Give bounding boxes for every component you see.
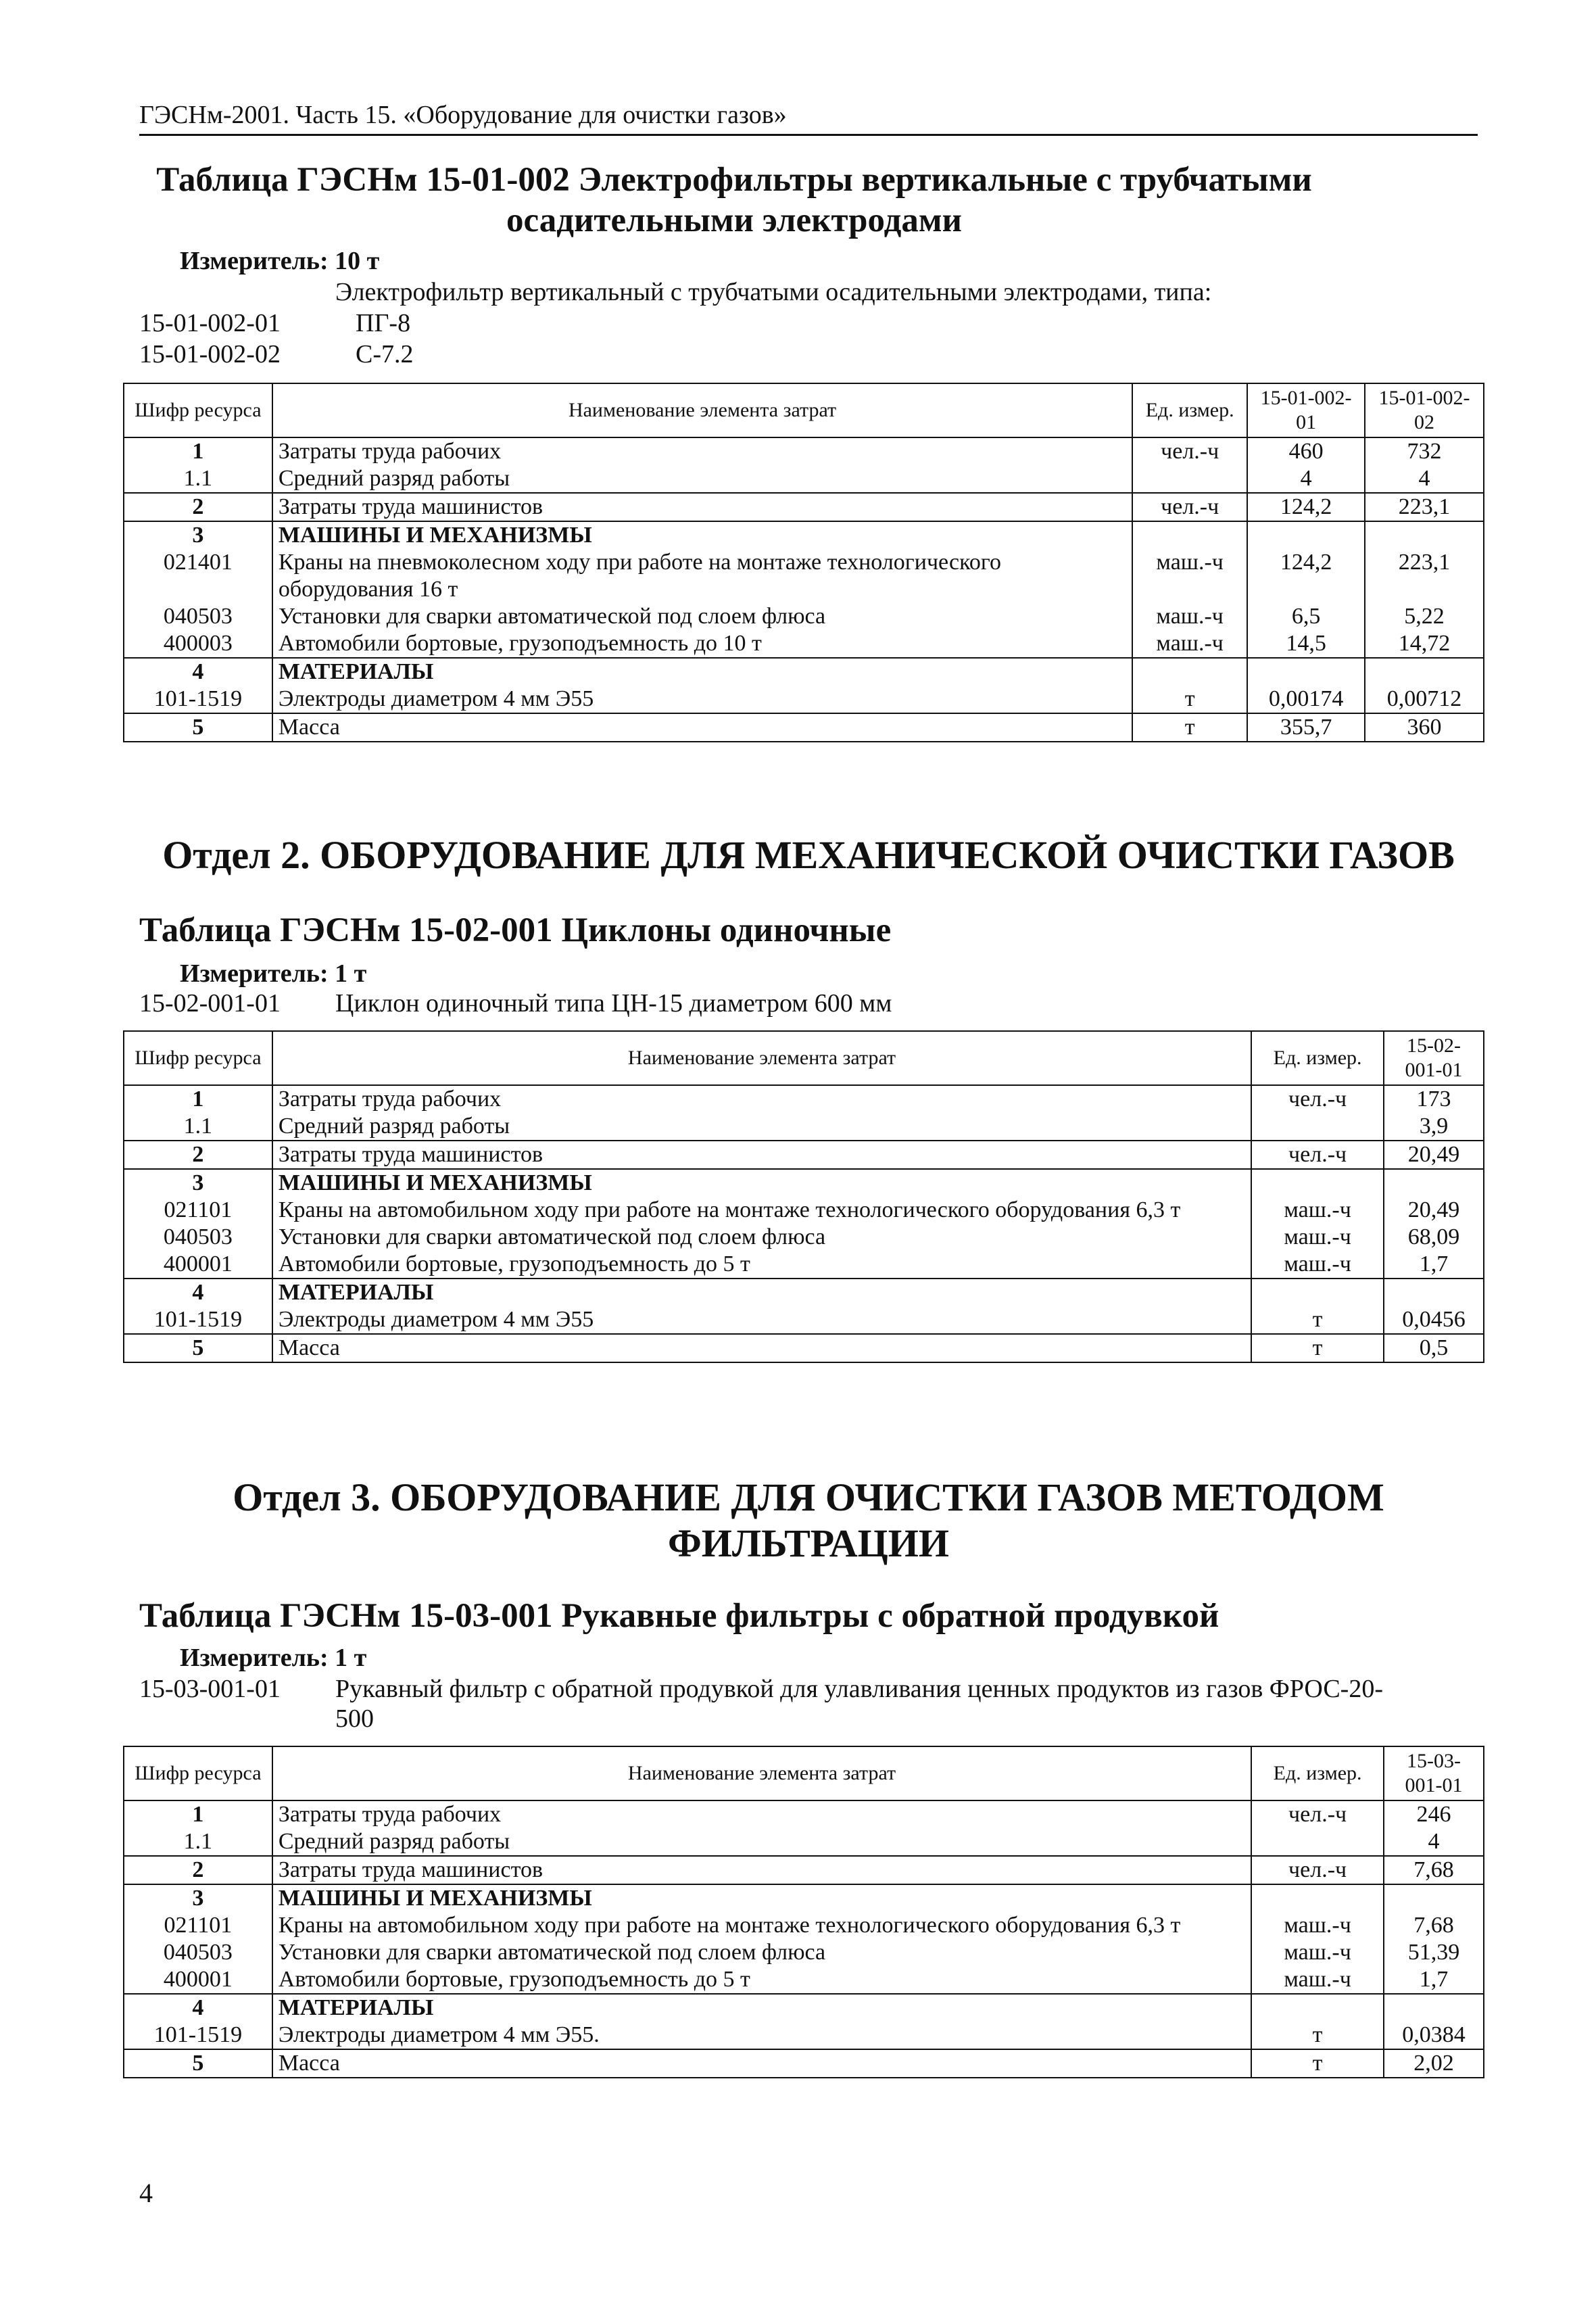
cell-name: Затраты труда рабочих bbox=[272, 1800, 1251, 1828]
cell-v2: 5,22 bbox=[1365, 603, 1484, 630]
cell-v2: 732 bbox=[1365, 437, 1484, 465]
cell-v1 bbox=[1247, 658, 1365, 686]
cell-unit bbox=[1251, 1884, 1384, 1912]
cell-unit: т bbox=[1132, 713, 1247, 742]
header-code: Шифр ресурса bbox=[124, 1746, 272, 1800]
table-row bbox=[124, 686, 1484, 713]
cell-code: 5 bbox=[124, 2049, 272, 2078]
cell-v1: 355,7 bbox=[1247, 713, 1365, 742]
cell-unit bbox=[1251, 1994, 1384, 2022]
cell-v1: 7,68 bbox=[1384, 1912, 1484, 1939]
cell-v1: 173 bbox=[1384, 1085, 1484, 1113]
table-row bbox=[124, 1334, 1484, 1362]
cell-name: МАШИНЫ И МЕХАНИЗМЫ bbox=[272, 1169, 1251, 1197]
table-row bbox=[124, 1939, 1484, 1966]
cell-unit: маш.-ч bbox=[1132, 603, 1247, 630]
header-unit: Ед. измер. bbox=[1251, 1031, 1384, 1085]
table-row bbox=[124, 1800, 1484, 1828]
table1 bbox=[123, 383, 1484, 742]
table-row bbox=[124, 713, 1484, 742]
table-row bbox=[124, 1279, 1484, 1306]
cell-v1: 4 bbox=[1384, 1828, 1484, 1856]
cell-code: 101-1519 bbox=[124, 1306, 272, 1334]
cell-v2 bbox=[1365, 521, 1484, 549]
cell-unit bbox=[1251, 1828, 1384, 1856]
header-col1: 15-02-001-01 bbox=[1384, 1031, 1484, 1085]
header-code: Шифр ресурса bbox=[124, 383, 272, 437]
cell-v1: 51,39 bbox=[1384, 1939, 1484, 1966]
cell-code: 1 bbox=[124, 1085, 272, 1113]
cell-unit: маш.-ч bbox=[1251, 1197, 1384, 1224]
cell-unit: чел.-ч bbox=[1251, 1141, 1384, 1169]
cell-v1: 0,00174 bbox=[1247, 686, 1365, 713]
cell-name: Средний разряд работы bbox=[272, 465, 1132, 493]
cell-name: Масса bbox=[272, 1334, 1251, 1362]
table-row bbox=[124, 1994, 1484, 2022]
cell-unit: чел.-ч bbox=[1251, 1085, 1384, 1113]
cell-name: Краны на пневмоколесном ходу при работе на монтаже технологического оборудования 16 т bbox=[272, 549, 1132, 603]
table2-meter bbox=[180, 959, 366, 988]
cell-v1 bbox=[1384, 1169, 1484, 1197]
table-row bbox=[124, 1306, 1484, 1334]
table3-title: Таблица ГЭСНм 15-03-001 Рукавные фильтры с обратной продувкой bbox=[139, 1597, 1219, 1635]
cell-code: 3 bbox=[124, 1884, 272, 1912]
cell-v1: 246 bbox=[1384, 1800, 1484, 1828]
cell-code: 1.1 bbox=[124, 1113, 272, 1141]
section3-title-line1: Отдел 3. ОБОРУДОВАНИЕ ДЛЯ ОЧИСТКИ ГАЗОВ МЕТОДОМ bbox=[233, 1475, 1384, 1519]
table-row bbox=[124, 493, 1484, 521]
table2 bbox=[123, 1030, 1484, 1363]
cell-unit bbox=[1251, 1279, 1384, 1306]
table-row bbox=[124, 630, 1484, 658]
cell-code: 040503 bbox=[124, 1939, 272, 1966]
cell-v2: 4 bbox=[1365, 465, 1484, 493]
cell-v2: 0,00712 bbox=[1365, 686, 1484, 713]
table1-variant1-code: 15-01-002-01 bbox=[139, 309, 281, 337]
cell-code: 040503 bbox=[124, 603, 272, 630]
cell-code: 021401 bbox=[124, 549, 272, 603]
cell-name: Электроды диаметром 4 мм Э55 bbox=[272, 686, 1132, 713]
cell-v1: 0,0456 bbox=[1384, 1306, 1484, 1334]
cell-code: 1.1 bbox=[124, 465, 272, 493]
cell-code: 4 bbox=[124, 658, 272, 686]
header-col1: 15-03-001-01 bbox=[1384, 1746, 1484, 1800]
cell-unit bbox=[1132, 658, 1247, 686]
cell-unit: т bbox=[1251, 1306, 1384, 1334]
header-name: Наименование элемента затрат bbox=[272, 1031, 1251, 1085]
cell-unit bbox=[1251, 1113, 1384, 1141]
cell-name: МАШИНЫ И МЕХАНИЗМЫ bbox=[272, 1884, 1251, 1912]
cell-code: 4 bbox=[124, 1279, 272, 1306]
meter-value: 10 т bbox=[335, 247, 380, 275]
table-row bbox=[124, 521, 1484, 549]
cell-name: МАТЕРИАЛЫ bbox=[272, 1994, 1251, 2022]
cell-unit: маш.-ч bbox=[1251, 1912, 1384, 1939]
cell-v2: 14,72 bbox=[1365, 630, 1484, 658]
cell-unit: чел.-ч bbox=[1132, 493, 1247, 521]
table1-variant2-name: С-7.2 bbox=[356, 340, 414, 368]
table-row bbox=[124, 1856, 1484, 1884]
cell-v1: 2,02 bbox=[1384, 2049, 1484, 2078]
cell-v1: 460 bbox=[1247, 437, 1365, 465]
table-row bbox=[124, 2049, 1484, 2078]
cell-v1: 68,09 bbox=[1384, 1224, 1484, 1251]
running-head: ГЭСНм-2001. Часть 15. «Оборудование для очистки газов» bbox=[139, 101, 787, 129]
cell-unit: чел.-ч bbox=[1251, 1856, 1384, 1884]
table3 bbox=[123, 1746, 1484, 2078]
cell-code: 101-1519 bbox=[124, 686, 272, 713]
table2-title: Таблица ГЭСНм 15-02-001 Циклоны одиночные bbox=[139, 911, 892, 949]
table-row bbox=[124, 603, 1484, 630]
cell-unit: чел.-ч bbox=[1132, 437, 1247, 465]
table-row bbox=[124, 1197, 1484, 1224]
cell-name: Затраты труда машинистов bbox=[272, 1141, 1251, 1169]
cell-code: 1.1 bbox=[124, 1828, 272, 1856]
cell-v2: 360 bbox=[1365, 713, 1484, 742]
cell-unit: маш.-ч bbox=[1132, 630, 1247, 658]
table-row bbox=[124, 1113, 1484, 1141]
cell-v2: 223,1 bbox=[1365, 493, 1484, 521]
cell-code: 101-1519 bbox=[124, 2022, 272, 2049]
cell-name: Краны на автомобильном ходу при работе на монтаже технологического оборудования 6,3 т bbox=[272, 1197, 1251, 1224]
header-unit: Ед. измер. bbox=[1132, 383, 1247, 437]
cell-unit: чел.-ч bbox=[1251, 1800, 1384, 1828]
cell-v1 bbox=[1384, 1884, 1484, 1912]
cell-v1: 124,2 bbox=[1247, 493, 1365, 521]
cell-v1: 0,0384 bbox=[1384, 2022, 1484, 2049]
table-row bbox=[124, 1169, 1484, 1197]
cell-name: Средний разряд работы bbox=[272, 1113, 1251, 1141]
cell-unit: маш.-ч bbox=[1251, 1224, 1384, 1251]
header-rule bbox=[139, 134, 1478, 136]
cell-unit bbox=[1132, 521, 1247, 549]
cell-unit: т bbox=[1251, 2022, 1384, 2049]
header-name: Наименование элемента затрат bbox=[272, 1746, 1251, 1800]
page-number: 4 bbox=[139, 2178, 153, 2208]
cell-code: 4 bbox=[124, 1994, 272, 2022]
cell-name: Автомобили бортовые, грузоподъемность до 5 т bbox=[272, 1966, 1251, 1994]
table1-title-line2: осадительными электродами bbox=[506, 201, 963, 239]
cell-v1: 1,7 bbox=[1384, 1251, 1484, 1279]
cell-code: 021101 bbox=[124, 1912, 272, 1939]
header-col2: 15-01-002-02 bbox=[1365, 383, 1484, 437]
cell-name: Автомобили бортовые, грузоподъемность до 5 т bbox=[272, 1251, 1251, 1279]
cell-v1: 1,7 bbox=[1384, 1966, 1484, 1994]
cell-v1 bbox=[1247, 521, 1365, 549]
table-row bbox=[124, 1966, 1484, 1994]
cell-name: МАШИНЫ И МЕХАНИЗМЫ bbox=[272, 521, 1132, 549]
cell-v1: 124,2 bbox=[1247, 549, 1365, 603]
cell-unit: маш.-ч bbox=[1251, 1939, 1384, 1966]
meter-value: 1 т bbox=[335, 1644, 367, 1672]
section2-title: Отдел 2. ОБОРУДОВАНИЕ ДЛЯ МЕХАНИЧЕСКОЙ ОЧИСТКИ ГАЗОВ bbox=[162, 833, 1455, 877]
table1-description: Электрофильтр вертикальный с трубчатыми осадительными электродами, типа: bbox=[335, 278, 1212, 306]
cell-v1: 20,49 bbox=[1384, 1141, 1484, 1169]
header-col1: 15-01-002-01 bbox=[1247, 383, 1365, 437]
table1-meter bbox=[180, 246, 379, 276]
meter-label: Измеритель: bbox=[180, 959, 329, 988]
cell-code: 2 bbox=[124, 1141, 272, 1169]
table-row bbox=[124, 549, 1484, 603]
cell-v1: 0,5 bbox=[1384, 1334, 1484, 1362]
cell-unit: т bbox=[1251, 1334, 1384, 1362]
cell-name: Затраты труда рабочих bbox=[272, 1085, 1251, 1113]
cell-code: 5 bbox=[124, 713, 272, 742]
cell-name: Масса bbox=[272, 2049, 1251, 2078]
table2-variant-code: 15-02-001-01 bbox=[139, 989, 281, 1018]
cell-name: Установки для сварки автоматической под слоем флюса bbox=[272, 1939, 1251, 1966]
table-row bbox=[124, 1912, 1484, 1939]
meter-label: Измеритель: bbox=[180, 247, 329, 275]
table-row bbox=[124, 658, 1484, 686]
cell-unit bbox=[1251, 1169, 1384, 1197]
cell-code: 021101 bbox=[124, 1197, 272, 1224]
cell-code: 2 bbox=[124, 493, 272, 521]
cell-v1: 3,9 bbox=[1384, 1113, 1484, 1141]
cell-unit: маш.-ч bbox=[1251, 1966, 1384, 1994]
cell-name: Электроды диаметром 4 мм Э55 bbox=[272, 1306, 1251, 1334]
cell-v1 bbox=[1384, 1994, 1484, 2022]
cell-name: МАТЕРИАЛЫ bbox=[272, 1279, 1251, 1306]
meter-value: 1 т bbox=[335, 959, 367, 988]
table-row bbox=[124, 1224, 1484, 1251]
cell-v1: 4 bbox=[1247, 465, 1365, 493]
cell-name: МАТЕРИАЛЫ bbox=[272, 658, 1132, 686]
cell-v1: 7,68 bbox=[1384, 1856, 1484, 1884]
table-row bbox=[124, 1141, 1484, 1169]
cell-name: Средний разряд работы bbox=[272, 1828, 1251, 1856]
cell-code: 040503 bbox=[124, 1224, 272, 1251]
cell-v2: 223,1 bbox=[1365, 549, 1484, 603]
table-row bbox=[124, 1251, 1484, 1279]
cell-v2 bbox=[1365, 658, 1484, 686]
cell-name: Установки для сварки автоматической под слоем флюса bbox=[272, 1224, 1251, 1251]
cell-name: Затраты труда машинистов bbox=[272, 493, 1132, 521]
header-code: Шифр ресурса bbox=[124, 1031, 272, 1085]
cell-name: Затраты труда машинистов bbox=[272, 1856, 1251, 1884]
table2-variant-name: Циклон одиночный типа ЦН-15 диаметром 600 мм bbox=[335, 989, 892, 1018]
cell-code: 3 bbox=[124, 1169, 272, 1197]
cell-code: 400003 bbox=[124, 630, 272, 658]
cell-code: 5 bbox=[124, 1334, 272, 1362]
table3-variant-code: 15-03-001-01 bbox=[139, 1675, 281, 1703]
cell-code: 3 bbox=[124, 521, 272, 549]
cell-name: Автомобили бортовые, грузоподъемность до 10 т bbox=[272, 630, 1132, 658]
cell-name: Электроды диаметром 4 мм Э55. bbox=[272, 2022, 1251, 2049]
header-unit: Ед. измер. bbox=[1251, 1746, 1384, 1800]
cell-code: 2 bbox=[124, 1856, 272, 1884]
cell-v1 bbox=[1384, 1279, 1484, 1306]
table-row bbox=[124, 1884, 1484, 1912]
cell-code: 1 bbox=[124, 1800, 272, 1828]
section3-title-line2: ФИЛЬТРАЦИИ bbox=[667, 1521, 950, 1565]
table3-meter bbox=[180, 1643, 366, 1673]
table-row bbox=[124, 1828, 1484, 1856]
table3-variant-name-line2: 500 bbox=[335, 1704, 374, 1733]
cell-v1: 14,5 bbox=[1247, 630, 1365, 658]
cell-unit bbox=[1132, 465, 1247, 493]
cell-name: Затраты труда рабочих bbox=[272, 437, 1132, 465]
cell-name: Установки для сварки автоматической под слоем флюса bbox=[272, 603, 1132, 630]
table-row bbox=[124, 437, 1484, 465]
cell-unit: маш.-ч bbox=[1251, 1251, 1384, 1279]
table-row bbox=[124, 1085, 1484, 1113]
cell-name: Краны на автомобильном ходу при работе на монтаже технологического оборудования 6,3 т bbox=[272, 1912, 1251, 1939]
cell-v1: 20,49 bbox=[1384, 1197, 1484, 1224]
cell-unit: т bbox=[1251, 2049, 1384, 2078]
cell-code: 1 bbox=[124, 437, 272, 465]
meter-label: Измеритель: bbox=[180, 1644, 329, 1672]
table1-variant2-code: 15-01-002-02 bbox=[139, 340, 281, 368]
cell-code: 400001 bbox=[124, 1966, 272, 1994]
cell-name: Масса bbox=[272, 713, 1132, 742]
table1-variant1-name: ПГ-8 bbox=[356, 309, 411, 337]
table-row bbox=[124, 465, 1484, 493]
header-name: Наименование элемента затрат bbox=[272, 383, 1132, 437]
table3-variant-name-line1: Рукавный фильтр с обратной продувкой для улавливания ценных продуктов из газов ФРОС-20- bbox=[335, 1675, 1383, 1703]
table1-title-line1: Таблица ГЭСНм 15-01-002 Электрофильтры вертикальные с трубчатыми bbox=[156, 161, 1312, 199]
cell-unit: т bbox=[1132, 686, 1247, 713]
cell-code: 400001 bbox=[124, 1251, 272, 1279]
table-row bbox=[124, 2022, 1484, 2049]
cell-unit: маш.-ч bbox=[1132, 549, 1247, 603]
cell-v1: 6,5 bbox=[1247, 603, 1365, 630]
